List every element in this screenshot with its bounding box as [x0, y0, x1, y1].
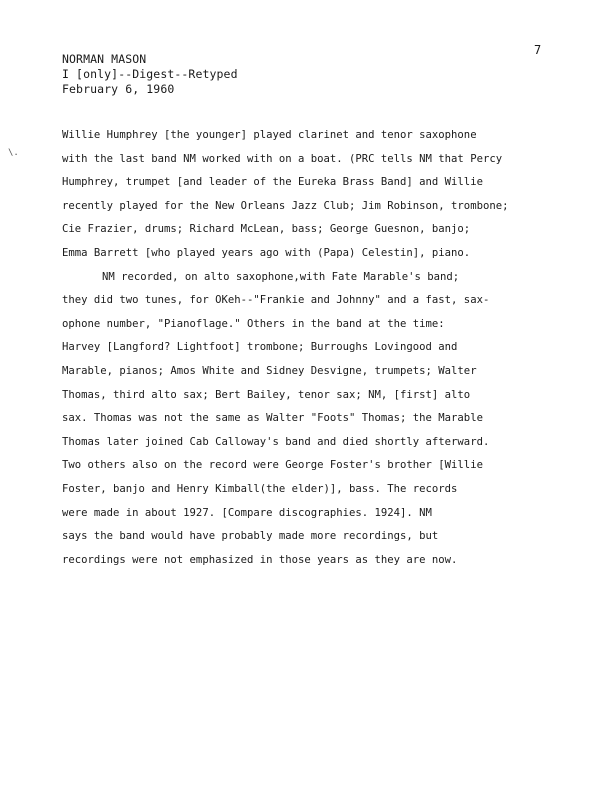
- text-line: Marable, pianos; Amos White and Sidney Desvigne, trumpets; Walter: [62, 364, 477, 377]
- header-date: February 6, 1960: [62, 82, 175, 96]
- text-line: Cie Frazier, drums; Richard McLean, bass; George Guesnon, banjo;: [62, 223, 471, 236]
- header-section: I [only]--Digest--Retyped: [62, 67, 238, 81]
- text-line: Humphrey, trumpet [and leader of the Eureka Brass Band] and Willie: [62, 176, 483, 189]
- text-line: Thomas, third alto sax; Bert Bailey, tenor sax; NM, [first] alto: [62, 388, 471, 401]
- header-name: NORMAN MASON: [62, 52, 147, 66]
- body-text: [62, 124, 562, 572]
- text-line: Foster, banjo and Henry Kimball(the elder)], bass. The records: [62, 482, 458, 495]
- text-line: recently played for the New Orleans Jazz Club; Jim Robinson, trombone;: [62, 199, 509, 212]
- text-line: with the last band NM worked with on a boat. (PRC tells NM that Percy: [62, 152, 503, 165]
- page-number: 7: [534, 43, 542, 57]
- text-line: they did two tunes, for OKeh--"Frankie and Johnny" and a fast, sax-: [62, 294, 490, 307]
- text-line: Harvey [Langford? Lightfoot] trombone; Burroughs Lovingood and: [62, 341, 458, 354]
- paragraph-1: [62, 124, 562, 266]
- margin-mark: \.: [8, 148, 19, 158]
- paragraph-2: [62, 266, 562, 573]
- text-line: Emma Barrett [who played years ago with (Papa) Celestin], piano.: [62, 246, 471, 259]
- text-line: ophone number, "Pianoflage." Others in the band at the time:: [62, 317, 445, 330]
- text-line: sax. Thomas was not the same as Walter "Foots" Thomas; the Marable: [62, 412, 483, 425]
- text-line: says the band would have probably made more recordings, but: [62, 530, 439, 543]
- text-line: Thomas later joined Cab Calloway's band and died shortly afterward.: [62, 435, 490, 448]
- text-line: NM recorded, on alto saxophone,with Fate Marable's band;: [102, 270, 460, 283]
- text-line: Willie Humphrey [the younger] played clarinet and tenor saxophone: [62, 129, 477, 141]
- text-line: Two others also on the record were George Foster's brother [Willie: [62, 459, 483, 472]
- text-line: were made in about 1927. [Compare discographies. 1924]. NM: [62, 506, 432, 519]
- document-header: [62, 52, 238, 97]
- text-line: recordings were not emphasized in those years as they are now.: [62, 553, 458, 566]
